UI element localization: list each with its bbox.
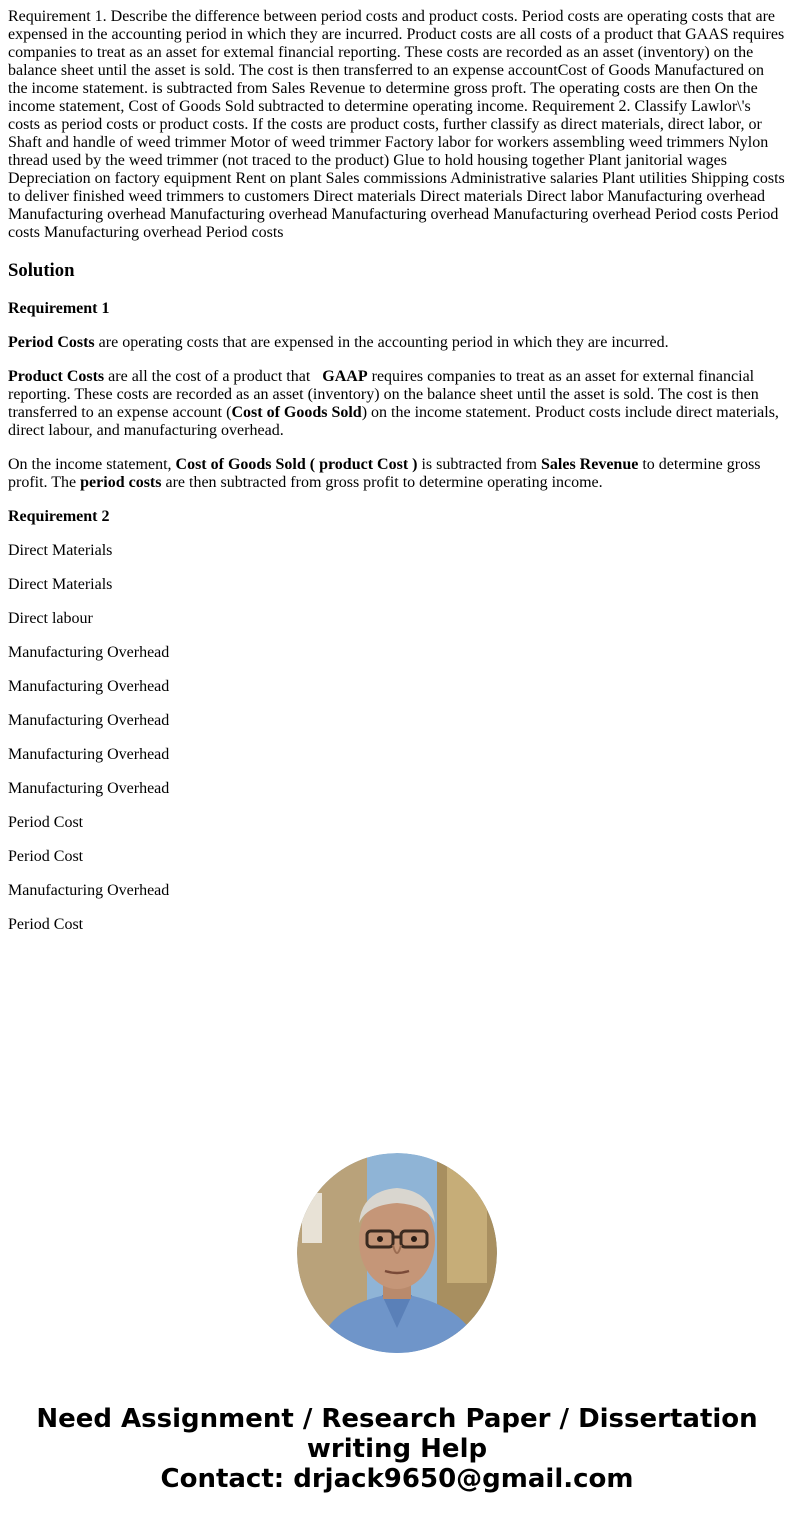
classification-item: Manufacturing Overhead	[8, 882, 170, 899]
gaap-term: GAAP	[322, 368, 368, 385]
product-costs-text-b: requires companies to treat as an asset for external financial reporting. These costs are recorded as an asset (inventory) on the balance sheet until the asset is sold. The cost is then transferred to an expense account (	[8, 368, 759, 421]
promo-banner	[0, 1404, 794, 1494]
question-text: Requirement 1. Describe the difference between period costs and product costs. Period costs are operating costs that are expensed in the accounting period in which they are incurred. Product costs are all costs of a product that GAAS requires companies to treat as an asset for extemal financial reporting. These costs are recorded as an asset (inventory) on the balance sheet until the asset is sold. The cost is then transferred to an expense accountCost of Goods Manufactured on the income statement. is subtracted from Sales Revenue to determine gross proft. The operating costs are then On the income statement, Cost of Goods Sold subtracted to determine operating income. Requirement 2. Classify Lawlor\'s costs as period costs or product costs. If the costs are product costs, further classify as direct materials, direct labor, or Shaft and handle of weed trimmer Motor of weed trimmer Factory labor for workers assembling weed trimmers Nylon thread used by the weed trimmer (not traced to the product) Glue to hold housing together Plant janitorial wages Depreciation on factory equipment Rent on plant Sales commissions Administrative salaries Plant utilities Shipping costs to deliver finished weed trimmers to customers Direct materials Direct materials Direct labor Manufacturing overhead Manufacturing overhead Manufacturing overhead Manufacturing overhead Manufacturing overhead Period costs Period costs Manufacturing overhead Period costs	[8, 8, 785, 241]
classification-item: Direct Materials	[8, 576, 113, 593]
classification-item: Period Cost	[8, 848, 84, 865]
income-statement-paragraph	[8, 456, 786, 492]
income-text-a: On the income statement,	[8, 456, 176, 473]
period-costs-paragraph	[8, 334, 786, 352]
solution-heading: Solution	[8, 260, 75, 281]
classification-item: Manufacturing Overhead	[8, 678, 170, 695]
cogs-term: Cost of Goods Sold	[231, 404, 362, 421]
classification-item: Manufacturing Overhead	[8, 780, 170, 797]
cogs-product-term: Cost of Goods Sold ( product Cost )	[175, 456, 418, 473]
product-costs-paragraph	[8, 368, 786, 440]
promo-line-1: Need Assignment / Research Paper / Dissertation	[36, 1404, 758, 1434]
income-text-c: to determine gross profit. The	[8, 456, 761, 491]
requirement-2-heading: Requirement 2	[8, 508, 110, 525]
sales-revenue-term: Sales Revenue	[541, 456, 639, 473]
avatar-portrait	[297, 1153, 497, 1353]
classification-item: Period Cost	[8, 814, 84, 831]
classification-item: Manufacturing Overhead	[8, 712, 170, 729]
promo-line-2: writing Help	[306, 1434, 488, 1464]
classification-item: Manufacturing Overhead	[8, 746, 170, 763]
income-text-b: is subtracted from	[417, 456, 541, 473]
author-avatar	[297, 1153, 497, 1353]
income-text-d: are then subtracted from gross profit to determine operating income.	[161, 474, 603, 491]
classification-item: Direct Materials	[8, 542, 113, 559]
product-costs-text-a: are all the cost of a product that	[104, 368, 323, 385]
classification-item: Direct labour	[8, 610, 93, 627]
product-costs-term: Product Costs	[8, 368, 105, 385]
classification-item: Period Cost	[8, 916, 84, 933]
classification-item: Manufacturing Overhead	[8, 644, 170, 661]
period-costs-text: are operating costs that are expensed in the accounting period in which they are incurred.	[94, 334, 669, 351]
period-costs-term: Period Costs	[8, 334, 95, 351]
period-costs-lower-term: period costs	[80, 474, 162, 491]
requirement-1-heading: Requirement 1	[8, 300, 110, 317]
classification-list	[8, 542, 786, 934]
promo-contact: Contact: drjack9650@gmail.com	[160, 1464, 634, 1494]
product-costs-text-c: ) on the income statement. Product costs include direct materials, direct labour, and manufacturing overhead.	[8, 404, 779, 439]
